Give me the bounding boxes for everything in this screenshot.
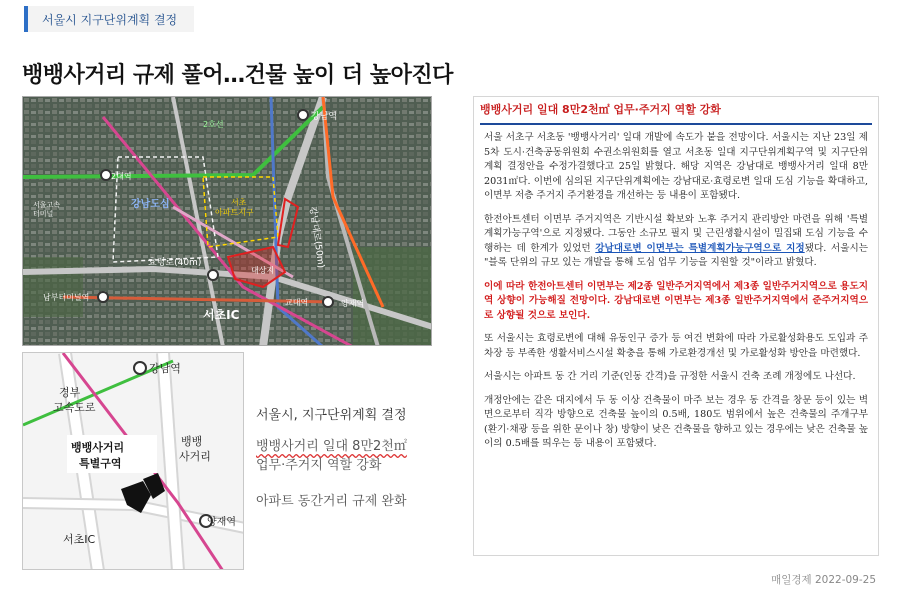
map-label-yangjae: 양재역 [207, 517, 236, 528]
summary-line-3: 아파트 동간거리 규제 완화 [256, 494, 407, 509]
aerial-label-yangjae: 양재역 [341, 299, 365, 308]
article-paragraph-3: 이에 따라 한전아트센터 이면부는 제2종 일반주거지역에서 제3종 일반주거지역으로 용도지역 상향이 가능해질 전망이다. 강남대로변 이면부는 제3종 일반주거지역에서 준주거지역으로 상향될 것으로 보인다. [484, 280, 868, 321]
map-label-expressway: 경부 고속도로 [53, 386, 96, 414]
summary-line-2: 업무·주거지 역할 강화 [256, 458, 382, 473]
aerial-label-seocho-ic: 서초IC [203, 308, 240, 322]
article-highlight-blue: 강남대로변 이면부는 특별계획가능구역으로 지정 [595, 242, 805, 254]
summary-line-1: 뱅뱅사거리 일대 8만2천㎡ [256, 439, 407, 454]
map-label-gangnam: 강남역 [149, 362, 181, 375]
aerial-label-gangnam-center: 강남도심 [131, 199, 170, 210]
article-paragraph-2 [484, 213, 868, 271]
article-paragraph-2-c: 됐다. 서울시는 "블록 단위의 규모 있는 개발을 통해 도심 업무 기능을 지원할 것"이라고 밝혔다. [484, 242, 869, 268]
summary-title: 서울시, 지구단위계획 결정 [256, 408, 407, 423]
article-heading: 뱅뱅사거리 일대 8만2천㎡ 업무·주거지 역할 강화 [480, 101, 872, 125]
map-label-special-zone: 뱅뱅사거리 특별구역 [71, 441, 125, 470]
aerial-label-line2: 2호선 [203, 120, 224, 129]
article-paragraph-2-a: 한전아트센터 이면부 주거지역은 기반시설 확보와 노후 주거지 관리방안 마련을 위해 '특별계획가능구역'으로 지정됐다. 그동안 소규모 필지 및 근린생활시설이 밀집돼 도심 기능을 수행하는 데 한계가 있었던 [484, 213, 868, 254]
aerial-photo [22, 96, 432, 346]
aerial-label-seocho-apt: 서초 아파트지구 [215, 198, 254, 217]
aerial-label-nambu: 남부터미널역 [43, 293, 90, 302]
aerial-label-2dae: 2대역 [111, 172, 132, 181]
aerial-label-gangnam: 강남역 [311, 112, 338, 122]
aerial-label-terminal: 서울고속 터미널 [33, 201, 61, 218]
aerial-label-hyoryeong: 효령로(40m) [148, 258, 202, 268]
headline: 뱅뱅사거리 규제 풀어…건물 높이 더 높아진다 [22, 63, 453, 88]
article-paragraph-1: 서울 서초구 서초동 '뱅뱅사거리' 일대 개발에 속도가 붙을 전망이다. 서울시는 지난 23일 제5차 도시·건축공동위원회 수권소위원회를 열고 서초동 일대 지구단위계획구역 및 지구단위계획 결정안을 수정가결했다고 25일 밝혔다. 해당 지역은 강남대로 뱅뱅사거리 일대 8만2031㎡다. 이번에 심의된 지구단위계획에는 강남대로·효령로변 일대 도심 기능을 확대하고, 이면부 저층 주거지 주거환경을 개선하는 등 내용이 포함됐다. [484, 132, 868, 201]
aerial-label-gangnam-daero: 강남대로(50m) [307, 206, 326, 269]
article-box [473, 96, 879, 556]
section-tag [24, 6, 194, 32]
aerial-label-gyodae: 교대역 [285, 298, 309, 307]
map-label-seocho-ic: 서초IC [63, 533, 96, 546]
article-body [474, 125, 878, 452]
aerial-label-target: 대상지 [251, 266, 275, 275]
article-paragraph-6: 개정안에는 같은 대지에서 두 동 이상 건축물이 마주 보는 경우 동 간격을 창문 등이 있는 벽면으로부터 직각 방향으로 건축물 높이의 0.5배, 180도 범위에서 높은 건축물의 주개구부(환기·채광 등을 위한 문이나 창) 방향이 낮은 건축물을 향하고 있는 경우에는 낮은 건축물 높이의 0.5배를 띄우는 등 내용이 포함됐다. [484, 394, 868, 449]
summary-box [256, 404, 456, 511]
article-paragraph-4: 또 서울시는 효령로변에 대해 유동인구 증가 등 여건 변화에 따라 가로활성화용도 도입과 주차장 등 부족한 생활서비스시설 확충을 통해 가로환경개선 및 가로활성화 방안을 마련했다. [484, 333, 868, 359]
section-tag-label: 서울시 지구단위계획 결정 [42, 12, 178, 27]
map-label-bangbang: 뱅뱅 사거리 [179, 435, 211, 463]
location-map [22, 352, 244, 570]
article-paragraph-5: 서울시는 아파트 동 간 거리 기준(인동 간격)을 규정한 서울시 건축 조례 개정에도 나선다. [484, 371, 856, 382]
source-credit: 매일경제 2022-09-25 [771, 574, 876, 586]
location-map-svg [23, 353, 244, 570]
aerial-map-svg [23, 97, 432, 346]
